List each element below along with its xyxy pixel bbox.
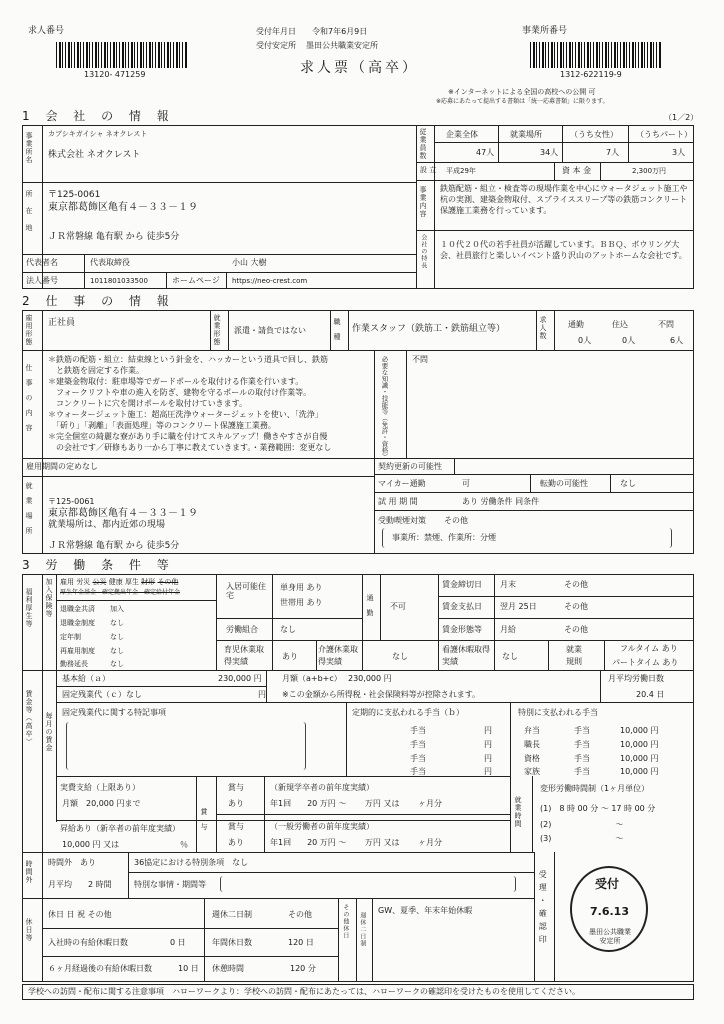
transfer-label: 転勤の可能性 bbox=[540, 479, 588, 488]
regular-unit-0: 円 bbox=[484, 726, 492, 735]
section3-title: 3 労 働 条 件 等 bbox=[22, 558, 175, 572]
regular-allow-0: 手当 bbox=[410, 726, 426, 735]
pay-close: 月末 bbox=[500, 580, 516, 589]
childcare: あり bbox=[282, 652, 298, 661]
employer-no-label: 事業所番号 bbox=[522, 26, 568, 36]
bonus-general-head: 賞与 bbox=[228, 822, 244, 831]
base-label: 基本給（ａ） bbox=[62, 674, 110, 683]
regular-unit-1: 円 bbox=[484, 740, 492, 749]
bonus-new-ari: あり bbox=[228, 799, 244, 808]
six-month-label: ６ヶ月経過後の有給休暇日数 bbox=[48, 964, 152, 973]
renew-label: 契約更新の可能性 bbox=[378, 462, 442, 471]
car-label: マイカー通勤 bbox=[378, 479, 426, 488]
period-label: 雇用期間の定めなし bbox=[26, 462, 98, 471]
ins-kosei: 厚生 bbox=[124, 578, 139, 586]
smoke-detail: 事業所：禁煙、作業所：分煙 bbox=[392, 533, 496, 542]
bonus-label: 賞与 bbox=[200, 808, 209, 838]
special-name-3: 家族 bbox=[524, 767, 540, 776]
special-label: 特別に支払われる手当 bbox=[518, 708, 598, 717]
bonus-new-label: （新規学卒者の前年度実績） bbox=[270, 783, 374, 792]
worktime-row-0: (1) 8 時 00 分 ～ 17 時 00 分 bbox=[540, 804, 656, 813]
emp-header-1: 就業場所 bbox=[510, 130, 542, 139]
parttime: パートタイム あり bbox=[612, 658, 679, 667]
job-label: 職種 bbox=[333, 318, 342, 348]
fixed-ot-unit: 円 bbox=[258, 690, 266, 699]
applicant-no-label: 求人番号 bbox=[28, 26, 65, 36]
raise-pct: ％ bbox=[180, 840, 188, 849]
hp-url[interactable]: https://neo-crest.com bbox=[232, 277, 308, 285]
regular-allow-2: 手当 bbox=[410, 754, 426, 763]
special-name-2: 資格 bbox=[524, 754, 540, 763]
features-label: 会社の特長 bbox=[419, 234, 427, 269]
union: なし bbox=[280, 625, 296, 634]
recruit-header-1: 住込 bbox=[612, 320, 628, 329]
recruit-label: 求人数 bbox=[539, 316, 548, 340]
received-date: 令和7年6月9日 bbox=[312, 27, 368, 36]
annual: 120 日 bbox=[288, 938, 314, 947]
pay-day-other: その他 bbox=[564, 602, 588, 611]
ins-kenko: 健康 bbox=[108, 578, 123, 586]
annual-label: 年間休日数 bbox=[212, 938, 252, 947]
special-unit-0: 手当 bbox=[574, 726, 590, 735]
raise-label: 昇給あり（新卒者の前年度実績） bbox=[60, 824, 180, 833]
content-line-6: 「斫り」「剥離」「表面処理」等のコンクリート保護施工業務。 bbox=[48, 421, 276, 430]
applicant-barcode bbox=[56, 42, 188, 68]
receipt-label: 受理・確認印 bbox=[538, 870, 548, 948]
skill-label: 必要な知識・技能等（免許・資格） bbox=[380, 356, 389, 460]
stamp-office: 墨田公共職業安定所 bbox=[589, 928, 631, 946]
special-unit-3: 手当 bbox=[574, 767, 590, 776]
extension: なし bbox=[110, 660, 124, 668]
nursing: なし bbox=[392, 652, 408, 661]
job: 作業スタッフ（鉄筋工・鉄筋組立等） bbox=[352, 324, 506, 334]
paid-leave-label: 入社時の有給休暇日数 bbox=[48, 938, 128, 947]
content-line-8: の会社です／研修もあり一から丁寧に教えていきます。・業務範囲：変更なし bbox=[48, 443, 332, 452]
place-note: 就業場所は、都内近郊の現場 bbox=[48, 520, 166, 530]
break: 120 分 bbox=[290, 964, 316, 973]
station: ＪＲ常磐線 亀有駅 から 徒歩5分 bbox=[48, 232, 180, 242]
worktime-title: 変形労働時間制（1ヶ月単位） bbox=[540, 784, 650, 793]
car: 可 bbox=[462, 479, 470, 488]
content-line-3: フォークリフトや車の進入を防ぎ、建物を守るポールの取付け作業等。 bbox=[48, 388, 312, 397]
wage-label: 賃金等（高卒） bbox=[25, 690, 34, 746]
address: 東京都葛飾区亀有４－３３－１９ bbox=[48, 202, 198, 213]
work-form-label: 就業形態 bbox=[213, 314, 222, 346]
week-label-vert: 週休二日制 bbox=[358, 912, 366, 947]
rep-name: 小山 大樹 bbox=[232, 258, 267, 267]
employer-no: 1312-622119-9 bbox=[560, 70, 622, 79]
welfare-label: 福利厚生等 bbox=[25, 588, 34, 628]
smoke-label: 受動喫煙対策 bbox=[378, 516, 426, 525]
days-label: 月平均労働日数 bbox=[608, 674, 664, 683]
capital-label: 資 本 金 bbox=[562, 166, 592, 175]
union-label: 労働組合 bbox=[226, 625, 258, 634]
overtime-avg: 月平均 2 時間 bbox=[48, 880, 112, 889]
business-text: 鉄筋配筋・組立・検査等の現場作業を中心にウォータジェット施工や杭の実測、建築金物取付、スプライススリーブ等の鉄筋コンクリート保護施工業務を行っています。 bbox=[440, 184, 688, 215]
retire-system-label: 退職金制度 bbox=[60, 619, 95, 627]
pay-day-label: 賃金支払日 bbox=[442, 602, 482, 611]
work-form: 派遣・請負ではない bbox=[234, 326, 306, 335]
ins-other: その他 bbox=[157, 578, 179, 586]
trial: あり 労働条件 同条件 bbox=[462, 497, 540, 506]
special-amount-0: 10,000 円 bbox=[620, 726, 659, 735]
emp-header-0: 企業全体 bbox=[446, 130, 478, 139]
emp-header-2: （うち女性） bbox=[570, 130, 618, 139]
rehire-label: 再雇用制度 bbox=[60, 647, 95, 655]
ot-label: 実費支給（上限あり） bbox=[60, 783, 140, 792]
commute: 不可 bbox=[390, 602, 406, 611]
monthly-label: 月額（a+b+c） bbox=[282, 674, 342, 683]
retire-system: なし bbox=[110, 619, 124, 627]
special-amount-1: 10,000 円 bbox=[620, 740, 659, 749]
recruit-value-2: 6人 bbox=[670, 336, 684, 345]
company-name: 株式会社 ネオクレスト bbox=[48, 150, 141, 160]
jigyosho-label: 事業所名 bbox=[25, 132, 34, 164]
insurance-row2: 厚生年金基金 確定拠出年金 確定給付年金 bbox=[60, 589, 181, 596]
fixed-note-box bbox=[66, 722, 306, 770]
footer-note: 学校への訪問・配布に関する注意事項 ハローワークより：学校への訪問・配布にあたっては、ハローワークの確認印を受けたものを使用してください。 bbox=[28, 987, 580, 996]
business-label: 事業内容 bbox=[419, 186, 428, 218]
ins-koyo: 雇用 bbox=[60, 578, 74, 586]
special-name-1: 職長 bbox=[524, 740, 540, 749]
retire-mutual-label: 退職金共済 bbox=[60, 605, 95, 613]
pay-form: 月給 bbox=[500, 625, 516, 634]
special-amount-3: 10,000 円 bbox=[620, 767, 659, 776]
rehire: なし bbox=[110, 647, 124, 655]
raise-amount: 10,000 円 又は bbox=[62, 840, 120, 849]
place-station: ＪＲ常磐線 亀有駅 から 徒歩5分 bbox=[48, 541, 180, 551]
ins-rosai: 労災 bbox=[76, 578, 91, 586]
founded: 平成29年 bbox=[446, 167, 476, 175]
founded-label: 設 立 bbox=[420, 166, 437, 174]
bonus-new-row: 年1回 20 万円 ～ 万円 又は ヶ月分 bbox=[270, 799, 442, 808]
section1-title: 1 会 社 の 情 報 bbox=[22, 109, 175, 123]
capital: 2,300万円 bbox=[632, 167, 667, 175]
nursing-care: なし bbox=[502, 652, 518, 661]
holiday-row: 休日 日 祝 その他 bbox=[48, 910, 112, 919]
bonus-new-head: 賞与 bbox=[228, 783, 244, 792]
submit-note: ※応募にあたって提出する書類は「統一応募書類」に限ります。 bbox=[436, 98, 609, 105]
office-label: 受付安定所 bbox=[256, 41, 296, 50]
skill: 不問 bbox=[412, 355, 428, 364]
bonus-general-row: 年1回 20 万円 ～ 万円 又は ヶ月分 bbox=[270, 838, 442, 847]
special-amount-2: 10,000 円 bbox=[620, 754, 659, 763]
recruit-value-1: 0人 bbox=[622, 336, 636, 345]
teinen-label: 定年制 bbox=[60, 633, 81, 641]
emp-header-3: （うちパート） bbox=[636, 130, 692, 139]
recruit-header-0: 通勤 bbox=[568, 320, 584, 329]
housing-label: 入居可能住宅 bbox=[226, 582, 266, 601]
regular-unit-2: 円 bbox=[484, 754, 492, 763]
received-date-label: 受付年月日 bbox=[256, 27, 296, 36]
place-postal: 〒125-0061 bbox=[48, 497, 95, 506]
smoke: その他 bbox=[444, 516, 468, 525]
overtime: 時間外 あり bbox=[48, 858, 96, 867]
hp-label: ホームページ bbox=[172, 276, 220, 285]
single: 単身用 あり bbox=[280, 583, 323, 592]
other-holiday-label: その他休日 bbox=[341, 904, 349, 939]
paid-leave: 0 日 bbox=[170, 938, 186, 947]
week: その他 bbox=[288, 910, 312, 919]
pay-close-other: その他 bbox=[564, 580, 588, 589]
other-holiday: GW、夏季、年末年始休暇 bbox=[378, 906, 473, 915]
stamp-text: 受付 bbox=[595, 877, 620, 891]
fixed-ot-label: 固定残業代（ｃ）なし bbox=[62, 690, 142, 699]
special-circ-box bbox=[220, 876, 516, 892]
recruit-header-2: 不問 bbox=[658, 320, 674, 329]
emp-type-label: 雇用形態 bbox=[25, 314, 34, 346]
regular-allow-label: 定期的に支払われる手当（ｂ） bbox=[352, 708, 464, 717]
recruit-value-0: 0人 bbox=[578, 336, 592, 345]
special-unit-2: 手当 bbox=[574, 754, 590, 763]
content-line-0: ＊鉄筋の配筋・組立：結束線という針金を、ハッカーという道具で回し、鉄筋 bbox=[48, 355, 328, 364]
place-address: 東京都葛飾区亀有４－３３－１９ bbox=[48, 508, 198, 519]
family: 世帯用 あり bbox=[280, 598, 323, 607]
tax-note: ※この金額から所得税・社会保険料等が控除されます。 bbox=[282, 690, 481, 699]
retire-mutual: 加入 bbox=[110, 605, 124, 613]
office: 墨田公共職業安定所 bbox=[306, 41, 378, 50]
pay-close-label: 賃金締切日 bbox=[442, 580, 482, 589]
trial-label: 試 用 期 間 bbox=[378, 497, 418, 506]
rules-label: 就業規則 bbox=[566, 645, 582, 666]
regular-allow-1: 手当 bbox=[410, 740, 426, 749]
holiday-label: 休日等 bbox=[25, 918, 34, 942]
pay-form-other: その他 bbox=[564, 625, 588, 634]
postal: 〒125-0061 bbox=[48, 190, 101, 200]
special-unit-1: 手当 bbox=[574, 740, 590, 749]
content-line-2: ＊建築金物取付：駐車場等でガードポールを取付ける作業を行います。 bbox=[48, 377, 304, 386]
nursing-label: 介護休業取得実績 bbox=[318, 645, 358, 666]
fixed-note-label: 固定残業代に関する特記事項 bbox=[62, 708, 166, 717]
base: 230,000 円 bbox=[218, 674, 262, 683]
insurance-label: 加入保険等 bbox=[45, 578, 54, 618]
features-text: １０代２０代の若手社員が活躍しています。ＢＢＱ、ボウリング大会、社員旅行と楽しいイベント盛り沢山のアットホームな会社です。 bbox=[440, 240, 687, 260]
teinen: なし bbox=[110, 633, 124, 641]
worktime-label: 就業時間 bbox=[514, 796, 523, 828]
week-label: 週休二日制 bbox=[212, 910, 252, 919]
monthly: 230,000 円 bbox=[348, 674, 392, 683]
worktime-row-2: (3) ～ bbox=[540, 834, 624, 843]
employer-barcode bbox=[530, 42, 662, 68]
six-month: 10 日 bbox=[178, 964, 199, 973]
ins-zaikei: 財形 bbox=[141, 578, 156, 586]
special-name-0: 弁当 bbox=[524, 726, 540, 735]
article36: 36協定における特別条項 なし bbox=[134, 858, 249, 867]
monthly-wage-label: 毎月の賃金 bbox=[45, 712, 54, 752]
ins-kosai: 公災 bbox=[92, 578, 107, 586]
pay-day: 翌月 25日 bbox=[500, 602, 537, 611]
address-label: 所在地 bbox=[25, 190, 34, 241]
childcare-label: 育児休業取得実績 bbox=[224, 645, 264, 666]
section2-title: 2 仕 事 の 情 報 bbox=[22, 294, 175, 308]
stamp-date: 7.6.13 bbox=[590, 905, 629, 918]
regular-allow-3: 手当 bbox=[410, 767, 426, 776]
nursing-care-label: 看護休暇取得実績 bbox=[442, 645, 490, 666]
insurance-row1 bbox=[60, 578, 178, 586]
applicant-no: 13120- 471259 bbox=[84, 70, 146, 79]
internet-note: ※インターネットによる全国の高校への公開 可 bbox=[448, 88, 596, 96]
days: 20.4 日 bbox=[636, 690, 665, 699]
special-circ: 特別な事情・期間等 bbox=[134, 880, 206, 889]
rep-label: 代表者名 bbox=[26, 258, 58, 267]
content-line-4: コンクリートに穴を開けポールを取付けていきます。 bbox=[48, 399, 248, 408]
corp-no: 1011801033500 bbox=[90, 277, 148, 285]
commute-label: 通勤 bbox=[366, 594, 375, 624]
page-title: 求人票（高卒） bbox=[300, 60, 419, 76]
content-line-5: ＊ウォータージェット施工：超高圧洗浄ウォータージェットを使い、「洗浄」 bbox=[48, 410, 323, 419]
worktime-row-1: (2) ～ bbox=[540, 820, 624, 829]
emp-value-3: 3人 bbox=[672, 148, 686, 157]
content-label: 仕事の内容 bbox=[25, 364, 34, 439]
emp-type: 正社員 bbox=[48, 318, 76, 328]
corp-no-label: 法人番号 bbox=[26, 276, 58, 285]
transfer: なし bbox=[620, 479, 636, 488]
rep-title: 代表取締役 bbox=[90, 258, 130, 267]
ot-monthly: 月額 20,000 円まで bbox=[62, 799, 141, 808]
overtime-label: 時間外 bbox=[25, 860, 34, 884]
page-number: （1／2） bbox=[664, 113, 699, 122]
bonus-general-label: （一般労働者の前年度実績） bbox=[270, 822, 374, 831]
emp-value-2: 7人 bbox=[606, 148, 620, 157]
regular-unit-3: 円 bbox=[484, 767, 492, 776]
emp-label: 従業員数 bbox=[419, 128, 428, 160]
pay-form-label: 賃金形態等 bbox=[442, 625, 482, 634]
break-label: 休憩時間 bbox=[212, 964, 244, 973]
place-label: 就業場所 bbox=[25, 482, 34, 542]
content-line-1: と鉄筋を固定する作業。 bbox=[48, 366, 144, 375]
emp-value-0: 47人 bbox=[476, 148, 495, 157]
company-kana: カブシキガイシャ ネオクレスト bbox=[48, 130, 148, 138]
content-line-7: ＊完全個室の綺麗な寮があり手に職を付けてスキルアップ！働きやすさが自慢 bbox=[48, 432, 328, 441]
fulltime: フルタイム あり bbox=[620, 644, 678, 653]
emp-value-1: 34人 bbox=[540, 148, 559, 157]
extension-label: 勤務延長 bbox=[60, 660, 88, 668]
bonus-general-ari: あり bbox=[228, 838, 244, 847]
